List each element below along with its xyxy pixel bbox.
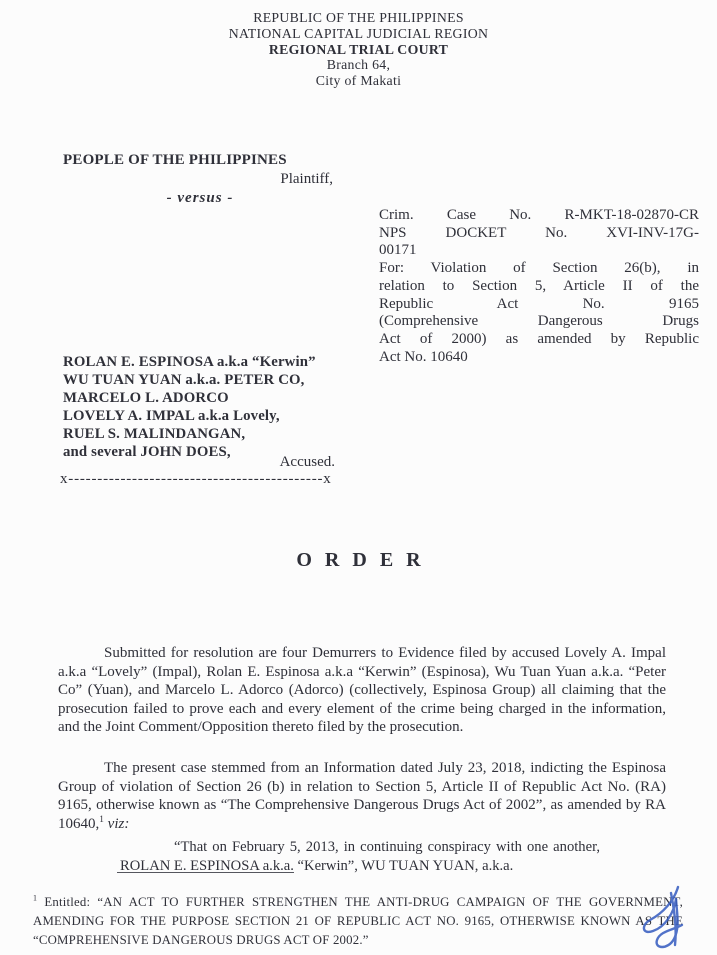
accused-name: ROLAN E. ESPINOSA a.k.a “Kerwin”: [63, 354, 316, 370]
branch-line: Branch 64,: [326, 57, 391, 73]
nps-docket-line: NPS DOCKET No. XVI-INV-17G-: [379, 224, 699, 241]
accused-name: WU TUAN YUAN a.k.a. PETER CO,: [63, 372, 305, 388]
charge-line-4: (Comprehensive Dangerous Drugs: [379, 313, 699, 330]
charge-line-6: Act No. 10640: [379, 348, 468, 365]
signature-icon: [629, 883, 701, 955]
viz-label: viz:: [103, 815, 130, 832]
plaintiff-block: [63, 151, 337, 208]
court-header: [0, 10, 717, 89]
charge-line-2: relation to Section 5, Article II of the: [379, 277, 699, 294]
accused-block: [63, 353, 353, 461]
footnote-text: [33, 893, 683, 951]
charge-line-1: For: Violation of Section 26(b), in: [379, 260, 699, 277]
caption-x-separator: x--------------------------------------------x: [60, 471, 332, 487]
republic-line: REPUBLIC OF THE PHILIPPINES: [253, 10, 464, 25]
signature-initials-mark: [629, 883, 701, 955]
accused-name: LOVELY A. IMPAL a.k.a Lovely,: [63, 408, 280, 424]
charge-line-5: Act of 2000) as amended by Republic: [379, 330, 699, 347]
plaintiff-name: PEOPLE OF THE PHILIPPINES: [63, 152, 287, 168]
plaintiff-label: Plaintiff,: [280, 171, 333, 187]
paragraph-2-text: The present case stemmed from an Information dated July 23, 2018, indicting the Espinosa Group of violation of Section 26 (b) in relation to Section 5, Article II of Republic Act No. (RA) 9165, otherwise known as “The Comprehensive Dangerous Drugs Act of 2002”, as amended by RA 10640,: [58, 760, 666, 832]
information-quote: “That on February 5, 2013, in continuing conspiracy with one another, ROLAN E. ESPINOSA a.k.a. “Kerwin”, WU TUAN YUAN, a.k.a.: [120, 838, 600, 874]
region-line: NATIONAL CAPITAL JUDICIAL REGION: [228, 25, 489, 41]
accused-name: RUEL S. MALINDANGAN,: [63, 426, 246, 442]
accused-name: and several JOHN DOES,: [63, 444, 231, 460]
body-paragraph-2: [58, 759, 666, 833]
order-title: ORDER: [296, 549, 434, 571]
case-info-block: [379, 207, 699, 366]
body-paragraph-1: Submitted for resolution are four Demurrers to Evidence filed by accused Lovely A. Impal a.k.a “Lovely” (Impal), Rolan E. Espinosa a.k.a “Kerwin” (Espinosa), Wu Tuan Yuan a.k.a. “Peter Co” (Yuan), and Marcelo L. Adorco (Adorco) (collectively, Espinosa Group) all claiming that the prosecution failed to prove each and every element of the crime being charged in the information, and the Joint Comment/Opposition thereto filed by the prosecution.: [58, 645, 666, 736]
city-line: City of Makati: [315, 73, 402, 89]
footnote-separator: [117, 872, 294, 873]
accused-label: Accused.: [279, 454, 335, 470]
footnote-reference: 1: [99, 814, 104, 825]
case-number-line: Crim. Case No. R-MKT-18-02870-CR: [379, 207, 699, 223]
court-name: REGIONAL TRIAL COURT: [268, 41, 449, 57]
footnote-number: 1: [33, 893, 38, 903]
versus-label: - versus -: [166, 190, 234, 206]
nps-docket-line-2: 00171: [379, 242, 417, 259]
accused-name: MARCELO L. ADORCO: [63, 390, 229, 406]
charge-line-3: Republic Act No. 9165: [379, 295, 699, 312]
footnote-body: Entitled: “AN ACT TO FURTHER STRENGTHEN THE ANTI-DRUG CAMPAIGN OF THE GOVERNMENT, AMENDING FOR THE PURPOSE SECTION 21 OF REPUBLIC ACT NO. 9165, OTHERWISE KNOWN AS THE “COMPREHENSIVE DANGEROUS DRUGS ACT OF 2002.”: [33, 894, 683, 948]
